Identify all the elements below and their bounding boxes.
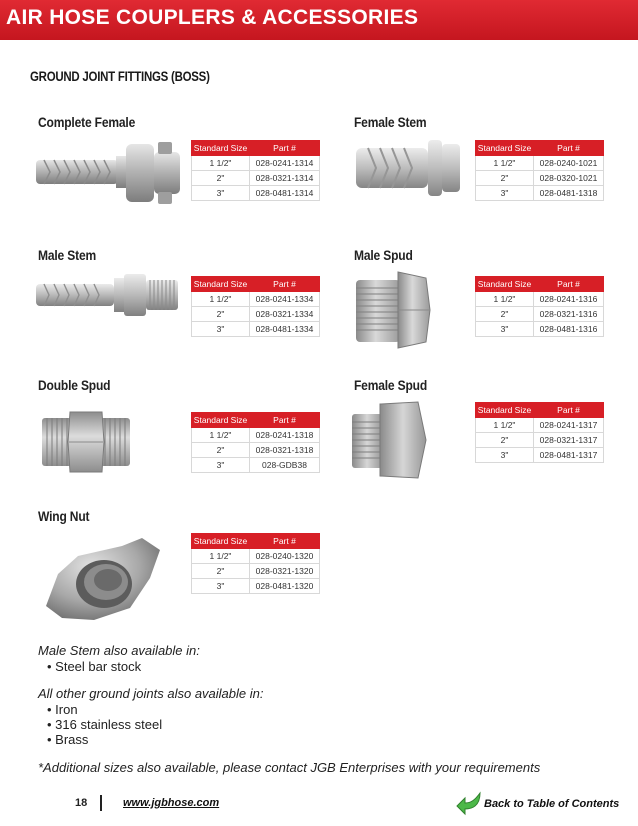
note-male-stem-intro: Male Stem also available in: [38,643,200,658]
col-header-part: Part # [250,413,320,428]
part-cell: 028-0321-1334 [250,307,320,322]
double-spud-table [191,412,320,473]
col-header-size: Standard Size [192,277,250,292]
double-spud-image [40,410,132,474]
part-cell: 028-0321-1320 [250,564,320,579]
size-cell: 2" [192,443,250,458]
size-cell: 1 1/2" [476,418,534,433]
male-spud-table [475,276,604,337]
male-stem-image [34,274,184,318]
size-cell: 2" [476,307,534,322]
wing-nut-image [38,530,166,626]
product-title-female-stem: Female Stem [354,114,427,130]
table-row [192,322,320,337]
table-row [192,186,320,201]
female-stem-image [354,138,464,198]
part-cell: 028-0321-1316 [534,307,604,322]
header-banner [0,0,638,40]
table-row [192,156,320,171]
part-cell: 028-0321-1314 [250,171,320,186]
col-header-part: Part # [534,403,604,418]
table-row [476,186,604,201]
part-cell: 028-0241-1318 [250,428,320,443]
table-row [192,171,320,186]
table-row [476,171,604,186]
col-header-part: Part # [534,277,604,292]
col-header-size: Standard Size [476,141,534,156]
col-header-part: Part # [534,141,604,156]
table-row [192,458,320,473]
part-cell: 028-0241-1314 [250,156,320,171]
part-cell: 028-0481-1334 [250,322,320,337]
col-header-size: Standard Size [192,534,250,549]
product-title-double-spud: Double Spud [38,377,111,393]
size-cell: 3" [476,448,534,463]
table-row [192,428,320,443]
size-cell: 1 1/2" [192,549,250,564]
size-cell: 3" [476,186,534,201]
table-row [476,307,604,322]
part-cell: 028-0240-1320 [250,549,320,564]
male-spud-image [354,268,434,352]
size-cell: 3" [192,186,250,201]
part-cell: 028-0240-1021 [534,156,604,171]
female-stem-table [475,140,604,201]
size-cell: 2" [476,171,534,186]
table-row [192,579,320,594]
col-header-part: Part # [250,277,320,292]
col-header-size: Standard Size [192,141,250,156]
table-row [476,448,604,463]
male-stem-table [191,276,320,337]
part-cell: 028-0321-1317 [534,433,604,448]
product-title-wing-nut: Wing Nut [38,508,90,524]
female-spud-table [475,402,604,463]
complete-female-table [191,140,320,201]
table-row [476,418,604,433]
note-bullet: • Brass [47,732,89,747]
note-bullet: • Iron [47,702,78,717]
website-link[interactable]: www.jgbhose.com [123,797,220,809]
part-cell: 028-0481-1320 [250,579,320,594]
part-cell: 028-0481-1318 [534,186,604,201]
wing-nut-table [191,533,320,594]
page-number: 18 [75,797,88,809]
part-cell: 028-0241-1316 [534,292,604,307]
size-cell: 2" [476,433,534,448]
note-other-intro: All other ground joints also available in: [38,686,264,701]
table-row [192,564,320,579]
size-cell: 1 1/2" [476,292,534,307]
note-bullet: • Steel bar stock [47,659,142,674]
table-row [476,433,604,448]
table-row [476,322,604,337]
part-cell: 028-0321-1318 [250,443,320,458]
size-cell: 2" [192,171,250,186]
col-header-size: Standard Size [192,413,250,428]
note-bullet: • 316 stainless steel [47,717,163,732]
size-cell: 1 1/2" [192,292,250,307]
table-row [192,292,320,307]
col-header-size: Standard Size [476,277,534,292]
female-spud-image [350,400,430,480]
product-title-male-spud: Male Spud [354,247,413,263]
product-title-complete-female: Complete Female [38,114,136,130]
size-cell: 1 1/2" [192,156,250,171]
col-header-part: Part # [250,534,320,549]
footer-divider [100,795,102,811]
part-cell: 028-0241-1334 [250,292,320,307]
back-arrow-icon [456,790,484,816]
table-row [192,307,320,322]
section-title: GROUND JOINT FITTINGS (BOSS) [30,69,210,84]
part-cell: 028-0241-1317 [534,418,604,433]
back-to-contents-link[interactable] [456,790,634,816]
size-cell: 3" [192,458,250,473]
col-header-part: Part # [250,141,320,156]
size-cell: 3" [476,322,534,337]
product-title-male-stem: Male Stem [38,247,97,263]
part-cell: 028-0320-1021 [534,171,604,186]
size-cell: 1 1/2" [192,428,250,443]
note-additional-sizes: *Additional sizes also available, please contact JGB Enterprises with your requirements [38,760,541,775]
part-cell: 028-0481-1317 [534,448,604,463]
size-cell: 3" [192,322,250,337]
size-cell: 2" [192,307,250,322]
col-header-size: Standard Size [476,403,534,418]
size-cell: 2" [192,564,250,579]
page-title: AIR HOSE COUPLERS & ACCESSORIES [6,6,419,29]
part-cell: 028-GDB38 [250,458,320,473]
product-title-female-spud: Female Spud [354,377,428,393]
size-cell: 1 1/2" [476,156,534,171]
part-cell: 028-0481-1316 [534,322,604,337]
back-to-contents-label: Back to Table of Contents [484,798,620,810]
complete-female-image [34,138,184,210]
table-row [192,443,320,458]
table-row [192,549,320,564]
size-cell: 3" [192,579,250,594]
table-row [476,156,604,171]
table-row [476,292,604,307]
part-cell: 028-0481-1314 [250,186,320,201]
